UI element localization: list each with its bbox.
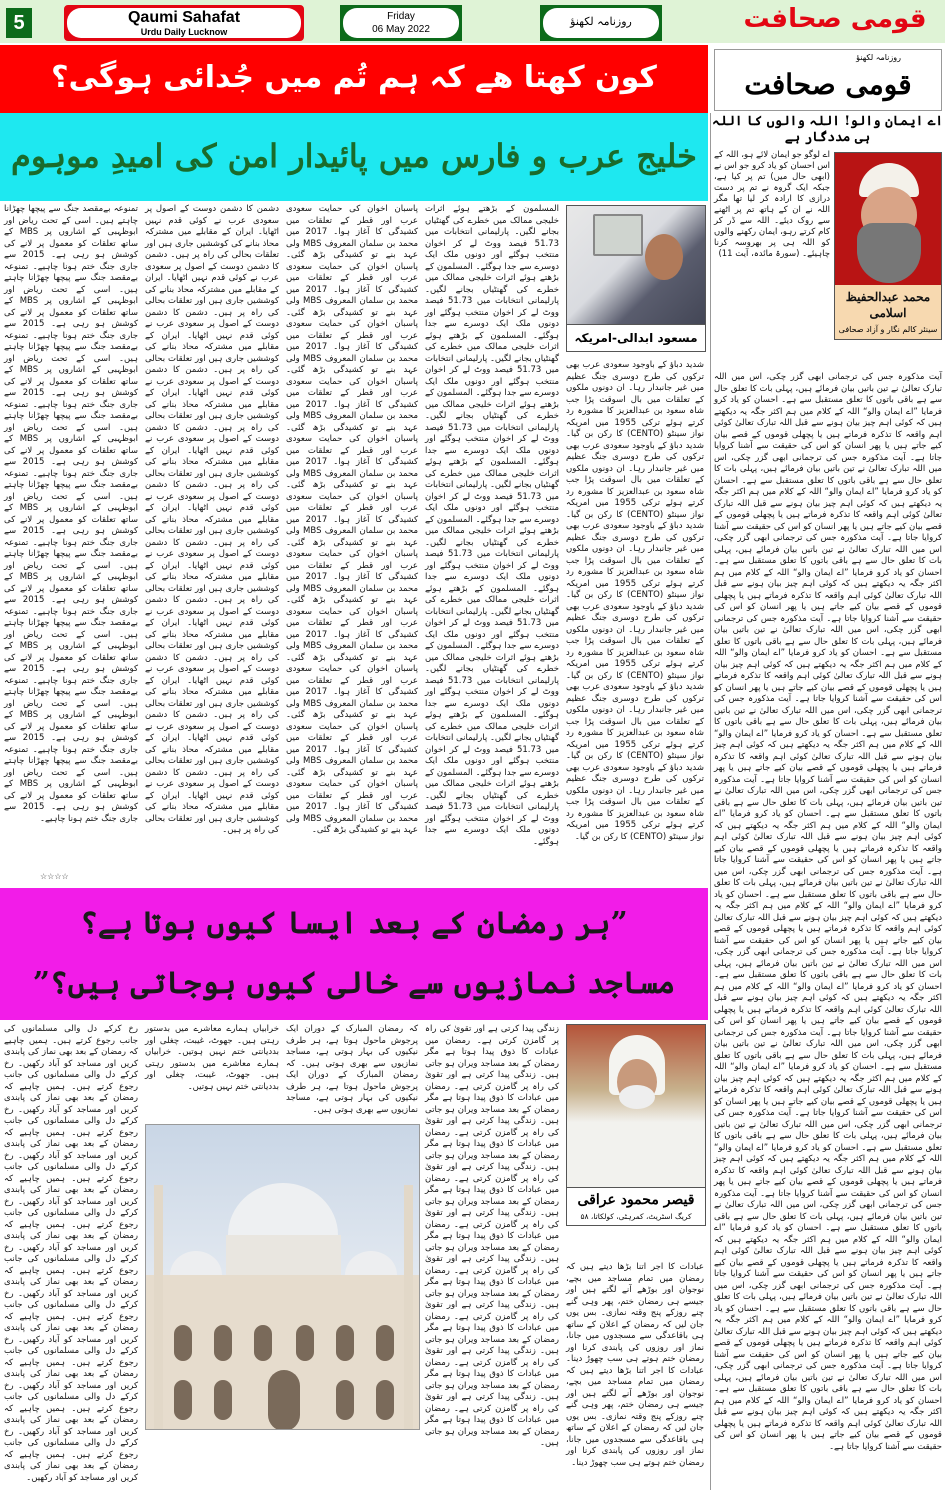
city-box — [540, 5, 662, 41]
author-address: کریگ اسٹریٹ، کمرہٹی، کولکاتا، ۵۸ — [580, 1212, 692, 1221]
date: 06 May 2022 — [372, 24, 430, 35]
article-column: رخ کرکے دل والی مسلمانوں کی جانب رجوع کرتے ہیں۔ ہمیں چاہیے کہ رمضان کے بعد بھی نماز کی پابندی کریں اور مساجد کو آباد رکھیں۔ رخ کرکے دل والی مسلمانوں کی جانب رجوع کرتے ہیں۔ ہمیں چاہیے کہ رمضان کے بعد بھی نماز کی پابندی کریں اور مساجد کو آباد رکھیں۔ رخ کرکے دل والی مسلمانوں کی جانب رجوع کرتے ہیں۔ ہمیں چاہیے کہ رمضان کے بعد بھی نماز کی پابندی کریں اور مساجد کو آباد رکھیں۔ رخ کرکے دل والی مسلمانوں کی جانب رجوع کرتے ہیں۔ ہمیں چاہیے کہ رمضان کے بعد بھی نماز کی پابندی کریں اور مساجد کو آباد رکھیں۔ رخ کرکے دل والی مسلمانوں کی جانب رجوع کرتے ہیں۔ ہمیں چاہیے کہ رمضان کے بعد بھی نماز کی پابندی کریں اور مساجد کو آباد رکھیں۔ رخ کرکے دل والی مسلمانوں کی جانب رجوع کرتے ہیں۔ ہمیں چاہیے کہ رمضان کے بعد بھی نماز کی پابندی کریں اور مساجد کو آباد رکھیں۔ رخ کرکے دل والی مسلمانوں کی جانب رجوع کرتے ہیں۔ ہمیں چاہیے کہ رمضان کے بعد بھی نماز کی پابندی کریں اور مساجد کو آباد رکھیں۔ رخ کرکے دل والی مسلمانوں کی جانب رجوع کرتے ہیں۔ ہمیں چاہیے کہ رمضان کے بعد بھی نماز کی پابندی کریں اور مساجد کو آباد رکھیں۔ رخ کرکے دل والی مسلمانوں کی جانب رجوع کرتے ہیں۔ ہمیں چاہیے کہ رمضان کے بعد بھی نماز کی پابندی کریں اور مساجد کو آباد رکھیں۔ رخ کرکے دل والی مسلمانوں کی جانب رجوع کرتے ہیں۔ ہمیں چاہیے کہ رمضان کے بعد بھی نماز کی پابندی کریں اور مساجد کو آباد رکھیں۔ — [4, 1024, 138, 1483]
article-column: زندگی پیدا کرتی ہے اور تقویٰ کی راہ پر گامزن کرتی ہے۔ رمضان میں عبادات کا ذوق پیدا ہوتا ہے مگر رمضان کے بعد مساجد ویران ہو جاتی ہیں۔ زندگی پیدا کرتی ہے اور تقویٰ کی راہ پر گامزن کرتی ہے۔ رمضان میں عبادات کا ذوق پیدا ہوتا ہے مگر رمضان کے بعد مساجد ویران ہو جاتی ہیں۔ زندگی پیدا کرتی ہے اور تقویٰ کی راہ پر گامزن کرتی ہے۔ رمضان میں عبادات کا ذوق پیدا ہوتا ہے مگر رمضان کے بعد مساجد ویران ہو جاتی ہیں۔ زندگی پیدا کرتی ہے اور تقویٰ کی راہ پر گامزن کرتی ہے۔ رمضان میں عبادات کا ذوق پیدا ہوتا ہے مگر رمضان کے بعد مساجد ویران ہو جاتی ہیں۔ زندگی پیدا کرتی ہے اور تقویٰ کی راہ پر گامزن کرتی ہے۔ رمضان میں عبادات کا ذوق پیدا ہوتا ہے مگر رمضان کے بعد مساجد ویران ہو جاتی ہیں۔ زندگی پیدا کرتی ہے اور تقویٰ کی راہ پر گامزن کرتی ہے۔ رمضان میں عبادات کا ذوق پیدا ہوتا ہے مگر رمضان کے بعد مساجد ویران ہو جاتی ہیں۔ زندگی پیدا کرتی ہے اور تقویٰ کی راہ پر گامزن کرتی ہے۔ رمضان میں عبادات کا ذوق پیدا ہوتا ہے مگر رمضان کے بعد مساجد ویران ہو جاتی ہیں۔ زندگی پیدا کرتی ہے اور تقویٰ کی راہ پر گامزن کرتی ہے۔ رمضان میں عبادات کا ذوق پیدا ہوتا ہے مگر رمضان کے بعد مساجد ویران ہو جاتی ہیں۔ زندگی پیدا کرتی ہے اور تقویٰ کی راہ پر گامزن کرتی ہے۔ رمضان میں عبادات کا ذوق پیدا ہوتا ہے مگر رمضان کے بعد مساجد ویران ہو جاتی ہیں۔ — [425, 1024, 559, 1448]
article-column: تمنوعہ بےمقصد جنگ سے پیچھا چھڑانا چاہتے ہیں۔ اسی کے تحت ریاض اور ابوظہبی کے اشاروں پر MBS کے ساتھ تعلقات کو معمول پر لانے کی کوشش ہو رہی ہے۔ 2015 سے جاری جنگ ختم ہونا چاہیے۔ تمنوعہ بےمقصد جنگ سے پیچھا چھڑانا چاہتے ہیں۔ اسی کے تحت ریاض اور ابوظہبی کے اشاروں پر MBS کے ساتھ تعلقات کو معمول پر لانے کی کوشش ہو رہی ہے۔ 2015 سے جاری جنگ ختم ہونا چاہیے۔ تمنوعہ بےمقصد جنگ سے پیچھا چھڑانا چاہتے ہیں۔ اسی کے تحت ریاض اور ابوظہبی کے اشاروں پر MBS کے ساتھ تعلقات کو معمول پر لانے کی کوشش ہو رہی ہے۔ 2015 سے جاری جنگ ختم ہونا چاہیے۔ تمنوعہ بےمقصد جنگ سے پیچھا چھڑانا چاہتے ہیں۔ اسی کے تحت ریاض اور ابوظہبی کے اشاروں پر MBS کے ساتھ تعلقات کو معمول پر لانے کی کوشش ہو رہی ہے۔ 2015 سے جاری جنگ ختم ہونا چاہیے۔ تمنوعہ بےمقصد جنگ سے پیچھا چھڑانا چاہتے ہیں۔ اسی کے تحت ریاض اور ابوظہبی کے اشاروں پر MBS کے ساتھ تعلقات کو معمول پر لانے کی کوشش ہو رہی ہے۔ 2015 سے جاری جنگ ختم ہونا چاہیے۔ تمنوعہ بےمقصد جنگ سے پیچھا چھڑانا چاہتے ہیں۔ اسی کے تحت ریاض اور ابوظہبی کے اشاروں پر MBS کے ساتھ تعلقات کو معمول پر لانے کی کوشش ہو رہی ہے۔ 2015 سے جاری جنگ ختم ہونا چاہیے۔ تمنوعہ بےمقصد جنگ سے پیچھا چھڑانا چاہتے ہیں۔ اسی کے تحت ریاض اور ابوظہبی کے اشاروں پر MBS کے ساتھ تعلقات کو معمول پر لانے کی کوشش ہو رہی ہے۔ 2015 سے جاری جنگ ختم ہونا چاہیے۔ تمنوعہ بےمقصد جنگ سے پیچھا چھڑانا چاہتے ہیں۔ اسی کے تحت ریاض اور ابوظہبی کے اشاروں پر MBS کے ساتھ تعلقات کو معمول پر لانے کی کوشش ہو رہی ہے۔ 2015 سے جاری جنگ ختم ہونا چاہیے۔ تمنوعہ بےمقصد جنگ سے پیچھا چھڑانا چاہتے ہیں۔ اسی کے تحت ریاض اور ابوظہبی کے اشاروں پر MBS کے ساتھ تعلقات کو معمول پر لانے کی کوشش ہو رہی ہے۔ 2015 سے جاری جنگ ختم ہونا چاہیے۔ — [4, 204, 138, 824]
article-column: عبادات کا اجر اتنا بڑھا دیتے ہیں کہ رمضان میں تمام مساجد میں بچے، نوجوان اور بوڑھے آنے لگتے ہیں اور جیسے ہی رمضان ختم، پھر وہی گنے چنے روزکے پنج وقتہ نمازی۔ بس یوں جان لیں کہ رمضان کے اعلان کے ساتھ ہی باقاعدگی سے مسجدوں میں جانا، نماز اور روزوں کی پابندی کرنا اور رمضان ختم ہوتے ہی سب چھوڑ دینا۔ عبادات کا اجر اتنا بڑھا دیتے ہیں کہ رمضان میں تمام مساجد میں بچے، نوجوان اور بوڑھے آنے لگتے ہیں اور جیسے ہی رمضان ختم، پھر وہی گنے چنے روزکے پنج وقتہ نمازی۔ بس یوں جان لیں کہ رمضان کے اعلان کے ساتھ ہی باقاعدگی سے مسجدوں میں جانا، نماز اور روزوں کی پابندی کرنا اور رمضان ختم ہوتے ہی سب چھوڑ دینا۔ — [566, 1262, 704, 1468]
author-photo-hafeez-islami — [834, 152, 942, 340]
article-column: شدید دباؤ کے باوجود سعودی عرب بھی ترکوں کی طرح دوسری جنگ عظیم میں غیر جانبدار رہا۔ ان دونوں ملکوں کے تعلقات میں بال اسوقت پڑا جب شاہ سعود بن عبدالعزیز کا مشورہ رد کرتے ہوئے ترکی 1955 میں امریکہ نواز سینٹو (CENTO) کا رکن بن گیا۔ شدید دباؤ کے باوجود سعودی عرب بھی ترکوں کی طرح دوسری جنگ عظیم میں غیر جانبدار رہا۔ ان دونوں ملکوں کے تعلقات میں بال اسوقت پڑا جب شاہ سعود بن عبدالعزیز کا مشورہ رد کرتے ہوئے ترکی 1955 میں امریکہ نواز سینٹو (CENTO) کا رکن بن گیا۔ شدید دباؤ کے باوجود سعودی عرب بھی ترکوں کی طرح دوسری جنگ عظیم میں غیر جانبدار رہا۔ ان دونوں ملکوں کے تعلقات میں بال اسوقت پڑا جب شاہ سعود بن عبدالعزیز کا مشورہ رد کرتے ہوئے ترکی 1955 میں امریکہ نواز سینٹو (CENTO) کا رکن بن گیا۔ شدید دباؤ کے باوجود سعودی عرب بھی ترکوں کی طرح دوسری جنگ عظیم میں غیر جانبدار رہا۔ ان دونوں ملکوں کے تعلقات میں بال اسوقت پڑا جب شاہ سعود بن عبدالعزیز کا مشورہ رد کرتے ہوئے ترکی 1955 میں امریکہ نواز سینٹو (CENTO) کا رکن بن گیا۔ شدید دباؤ کے باوجود سعودی عرب بھی ترکوں کی طرح دوسری جنگ عظیم میں غیر جانبدار رہا۔ ان دونوں ملکوں کے تعلقات میں بال اسوقت پڑا جب شاہ سعود بن عبدالعزیز کا مشورہ رد کرتے ہوئے ترکی 1955 میں امریکہ نواز سینٹو (CENTO) کا رکن بن گیا۔ شدید دباؤ کے باوجود سعودی عرب بھی ترکوں کی طرح دوسری جنگ عظیم میں غیر جانبدار رہا۔ ان دونوں ملکوں کے تعلقات میں بال اسوقت پڑا جب شاہ سعود بن عبدالعزیز کا مشورہ رد کرتے ہوئے ترکی 1955 میں امریکہ نواز سینٹو (CENTO) کا رکن بن گیا۔ — [566, 360, 705, 842]
english-title: Qaumi Sahafat — [127, 9, 241, 26]
magenta-headline-line1: ”ہر رمضان کے بعد ایسا کیوں ہوتا ہے؟ — [80, 906, 628, 941]
masthead-small: روزنامہ لکھنؤ — [856, 53, 901, 62]
author-name: محمد عبدالحفیظ اسلامی — [845, 290, 931, 320]
article-column: دشمن کا دشمن دوست کے اصول پر سعودی عرب نے کوئی قدم نہیں اٹھایا۔ ایران کے مقابلے میں مشترکہ محاذ بنانے کی کوششیں جاری ہیں اور تعلقات بحالی کی راہ پر ہیں۔ دشمن کا دشمن دوست کے اصول پر سعودی عرب نے کوئی قدم نہیں اٹھایا۔ ایران کے مقابلے میں مشترکہ محاذ بنانے کی کوششیں جاری ہیں اور تعلقات بحالی کی راہ پر ہیں۔ دشمن کا دشمن دوست کے اصول پر سعودی عرب نے کوئی قدم نہیں اٹھایا۔ ایران کے مقابلے میں مشترکہ محاذ بنانے کی کوششیں جاری ہیں اور تعلقات بحالی کی راہ پر ہیں۔ دشمن کا دشمن دوست کے اصول پر سعودی عرب نے کوئی قدم نہیں اٹھایا۔ ایران کے مقابلے میں مشترکہ محاذ بنانے کی کوششیں جاری ہیں اور تعلقات بحالی کی راہ پر ہیں۔ دشمن کا دشمن دوست کے اصول پر سعودی عرب نے کوئی قدم نہیں اٹھایا۔ ایران کے مقابلے میں مشترکہ محاذ بنانے کی کوششیں جاری ہیں اور تعلقات بحالی کی راہ پر ہیں۔ دشمن کا دشمن دوست کے اصول پر سعودی عرب نے کوئی قدم نہیں اٹھایا۔ ایران کے مقابلے میں مشترکہ محاذ بنانے کی کوششیں جاری ہیں اور تعلقات بحالی کی راہ پر ہیں۔ دشمن کا دشمن دوست کے اصول پر سعودی عرب نے کوئی قدم نہیں اٹھایا۔ ایران کے مقابلے میں مشترکہ محاذ بنانے کی کوششیں جاری ہیں اور تعلقات بحالی کی راہ پر ہیں۔ دشمن کا دشمن دوست کے اصول پر سعودی عرب نے کوئی قدم نہیں اٹھایا۔ ایران کے مقابلے میں مشترکہ محاذ بنانے کی کوششیں جاری ہیں اور تعلقات بحالی کی راہ پر ہیں۔ دشمن کا دشمن دوست کے اصول پر سعودی عرب نے کوئی قدم نہیں اٹھایا۔ ایران کے مقابلے میں مشترکہ محاذ بنانے کی کوششیں جاری ہیں اور تعلقات بحالی کی راہ پر ہیں۔ دشمن کا دشمن دوست کے اصول پر سعودی عرب نے کوئی قدم نہیں اٹھایا۔ ایران کے مقابلے میں مشترکہ محاذ بنانے کی کوششیں جاری ہیں اور تعلقات بحالی کی راہ پر ہیں۔ دشمن کا دشمن دوست کے اصول پر سعودی عرب نے کوئی قدم نہیں اٹھایا۔ ایران کے مقابلے میں مشترکہ محاذ بنانے کی کوششیں جاری ہیں اور تعلقات بحالی کی راہ پر ہیں۔ — [145, 204, 279, 835]
mosque-illustration — [146, 1125, 420, 1430]
english-title-box — [64, 5, 304, 41]
right-article-headline: اے ایمان والو! اللہ والوں کا اللہ ہی مددگار ہے — [712, 114, 943, 145]
author-photo-image — [567, 206, 705, 324]
photo-caption: مسعود ابدالی-امریکہ — [567, 324, 705, 351]
cyan-headline-banner: خلیج عرب و فارس میں پائیدار امن کی امیدِ موہوم — [0, 113, 708, 201]
date-box — [340, 5, 462, 41]
magenta-headline-line2: مساجد نمازیوں سے خالی کیوں ہوجاتی ہیں؟” — [32, 966, 676, 1001]
city-label: روزنامہ لکھنؤ — [543, 8, 659, 38]
author-role: سینئر کالم نگار و آزاد صحافی — [838, 325, 938, 334]
page-number: 5 — [6, 8, 32, 38]
day: Friday — [387, 11, 415, 22]
magenta-headline-banner — [0, 888, 708, 1020]
author-photo-qaiser-iraqi — [566, 1024, 706, 1226]
right-article-intro: اے لوگو جو ایمان لائے ہو، اللہ کے اس احسان کو یاد کرو جو اس نے (ابھی حال میں) تم پر کیا ہے، جبکہ ایک گروہ نے تم پر دست درازی کا ارادہ کر لیا تھا مگر اللہ نے ان کے ہاتھ تم پر اٹھنے سے روک دیئے۔ اللہ سے ڈر کر کام کرتے رہو، ایمان رکھنے والوں کو اللہ ہی پر بھروسہ کرنا چاہیئے۔ (سورۃ مائدہ، آیت 11) — [714, 150, 830, 259]
author-photo-image — [567, 1025, 705, 1187]
author-photo-image — [835, 153, 941, 285]
article-column: خرابیاں ہمارے معاشرے میں بدستور رہتی ہیں۔ جھوٹ، غیبت، چغلی اور بددیانتی ختم نہیں ہوتیں۔ خرابیاں ہمارے معاشرے میں بدستور رہتی ہیں۔ جھوٹ، غیبت، چغلی اور بددیانتی ختم نہیں ہوتیں۔ — [145, 1024, 279, 1092]
article-column: کہ رمضان المبارک کے دوران ایک پرجوش ماحول ہوتا ہے، ہر طرف نیکیوں کی بہار ہوتی ہے، مساجد نمازیوں سے بھری ہوتی ہیں۔ کہ رمضان المبارک کے دوران ایک پرجوش ماحول ہوتا ہے، ہر طرف نیکیوں کی بہار ہوتی ہے، مساجد نمازیوں سے بھری ہوتی ہیں۔ — [286, 1024, 418, 1115]
right-article-body: آیت مذکورہ جس کی ترجمانی ابھی گزر چکی، اس میں اللہ تبارک تعالیٰ نے تین باتیں بیان فرمائے ہیں، پہلی بات کا تعلق حال سے ہے باقی باتوں کا تعلق مستقبل سے ہے۔ احسان کو یاد کرو فرمایا ”اے ایمان والو“ اللہ کے کلام میں ہم اکثر جگہ یہ دیکھتے ہیں کہ کوئی اہم چیز بیان ہونے سے قبل اللہ تبارک تعالیٰ کوئی اہم واقعہ کا تذکرہ فرماتے ہیں یا پچھلی قوموں کے قصے بیان کیے جاتے ہیں یا پھر انسان کو اس کی حقیقت سے آشنا کروایا جاتا ہے۔ آیت مذکورہ جس کی ترجمانی ابھی گزر چکی، اس میں اللہ تبارک تعالیٰ نے تین باتیں بیان فرمائے ہیں، پہلی بات کا تعلق حال سے ہے باقی باتوں کا تعلق مستقبل سے ہے۔ احسان کو یاد کرو فرمایا ”اے ایمان والو“ اللہ کے کلام میں ہم اکثر جگہ یہ دیکھتے ہیں کہ کوئی اہم چیز بیان ہونے سے قبل اللہ تبارک تعالیٰ کوئی اہم واقعہ کا تذکرہ فرماتے ہیں یا پچھلی قوموں کے قصے بیان کیے جاتے ہیں یا پھر انسان کو اس کی حقیقت سے آشنا کروایا جاتا ہے۔ آیت مذکورہ جس کی ترجمانی ابھی گزر چکی، اس میں اللہ تبارک تعالیٰ نے تین باتیں بیان فرمائے ہیں، پہلی بات کا تعلق حال سے ہے باقی باتوں کا تعلق مستقبل سے ہے۔ احسان کو یاد کرو فرمایا ”اے ایمان والو“ اللہ کے کلام میں ہم اکثر جگہ یہ دیکھتے ہیں کہ کوئی اہم چیز بیان ہونے سے قبل اللہ تبارک تعالیٰ کوئی اہم واقعہ کا تذکرہ فرماتے ہیں یا پچھلی قوموں کے قصے بیان کیے جاتے ہیں یا پھر انسان کو اس کی حقیقت سے آشنا کروایا جاتا ہے۔ آیت مذکورہ جس کی ترجمانی ابھی گزر چکی، اس میں اللہ تبارک تعالیٰ نے تین باتیں بیان فرمائے ہیں، پہلی بات کا تعلق حال سے ہے باقی باتوں کا تعلق مستقبل سے ہے۔ احسان کو یاد کرو فرمایا ”اے ایمان والو“ اللہ کے کلام میں ہم اکثر جگہ یہ دیکھتے ہیں کہ کوئی اہم چیز بیان ہونے سے قبل اللہ تبارک تعالیٰ کوئی اہم واقعہ کا تذکرہ فرماتے ہیں یا پچھلی قوموں کے قصے بیان کیے جاتے ہیں یا پھر انسان کو اس کی حقیقت سے آشنا کروایا جاتا ہے۔ آیت مذکورہ جس کی ترجمانی ابھی گزر چکی، اس میں اللہ تبارک تعالیٰ نے تین باتیں بیان فرمائے ہیں، پہلی بات کا تعلق حال سے ہے باقی باتوں کا تعلق مستقبل سے ہے۔ احسان کو یاد کرو فرمایا ”اے ایمان والو“ اللہ کے کلام میں ہم اکثر جگہ یہ دیکھتے ہیں کہ کوئی اہم چیز بیان ہونے سے قبل اللہ تبارک تعالیٰ کوئی اہم واقعہ کا تذکرہ فرماتے ہیں یا پچھلی قوموں کے قصے بیان کیے جاتے ہیں یا پھر انسان کو اس کی حقیقت سے آشنا کروایا جاتا ہے۔ آیت مذکورہ جس کی ترجمانی ابھی گزر چکی، اس میں اللہ تبارک تعالیٰ نے تین باتیں بیان فرمائے ہیں، پہلی بات کا تعلق حال سے ہے باقی باتوں کا تعلق مستقبل سے ہے۔ احسان کو یاد کرو فرمایا ”اے ایمان والو“ اللہ کے کلام میں ہم اکثر جگہ یہ دیکھتے ہیں کہ کوئی اہم چیز بیان ہونے سے قبل اللہ تبارک تعالیٰ کوئی اہم واقعہ کا تذکرہ فرماتے ہیں یا پچھلی قوموں کے قصے بیان کیے جاتے ہیں یا پھر انسان کو اس کی حقیقت سے آشنا کروایا جاتا ہے۔ آیت مذکورہ جس کی ترجمانی ابھی گزر چکی، اس میں اللہ تبارک تعالیٰ نے تین باتیں بیان فرمائے ہیں، پہلی بات کا تعلق حال سے ہے باقی باتوں کا تعلق مستقبل سے ہے۔ احسان کو یاد کرو فرمایا ”اے ایمان والو“ اللہ کے کلام میں ہم اکثر جگہ یہ دیکھتے ہیں کہ کوئی اہم چیز بیان ہونے سے قبل اللہ تبارک تعالیٰ کوئی اہم واقعہ کا تذکرہ فرماتے ہیں یا پچھلی قوموں کے قصے بیان کیے جاتے ہیں یا پھر انسان کو اس کی حقیقت سے آشنا کروایا جاتا ہے۔ آیت مذکورہ جس کی ترجمانی ابھی گزر چکی، اس میں اللہ تبارک تعالیٰ نے تین باتیں بیان فرمائے ہیں، پہلی بات کا تعلق حال سے ہے باقی باتوں کا تعلق مستقبل سے ہے۔ احسان کو یاد کرو فرمایا ”اے ایمان والو“ اللہ کے کلام میں ہم اکثر جگہ یہ دیکھتے ہیں کہ کوئی اہم چیز بیان ہونے سے قبل اللہ تبارک تعالیٰ کوئی اہم واقعہ کا تذکرہ فرماتے ہیں یا پچھلی قوموں کے قصے بیان کیے جاتے ہیں یا پھر انسان کو اس کی حقیقت سے آشنا کروایا جاتا ہے۔ آیت مذکورہ جس کی ترجمانی ابھی گزر چکی، اس میں اللہ تبارک تعالیٰ نے تین باتیں بیان فرمائے ہیں، پہلی بات کا تعلق حال سے ہے باقی باتوں کا تعلق مستقبل سے ہے۔ احسان کو یاد کرو فرمایا ”اے ایمان والو“ اللہ کے کلام میں ہم اکثر جگہ یہ دیکھتے ہیں کہ کوئی اہم چیز بیان ہونے سے قبل اللہ تبارک تعالیٰ کوئی اہم واقعہ کا تذکرہ فرماتے ہیں یا پچھلی قوموں کے قصے بیان کیے جاتے ہیں یا پھر انسان کو اس کی حقیقت سے آشنا کروایا جاتا ہے۔ آیت مذکورہ جس کی ترجمانی ابھی گزر چکی، اس میں اللہ تبارک تعالیٰ نے تین باتیں بیان فرمائے ہیں، پہلی بات کا تعلق حال سے ہے باقی باتوں کا تعلق مستقبل سے ہے۔ احسان کو یاد کرو فرمایا ”اے ایمان والو“ اللہ کے کلام میں ہم اکثر جگہ یہ دیکھتے ہیں کہ کوئی اہم چیز بیان ہونے سے قبل اللہ تبارک تعالیٰ کوئی اہم واقعہ کا تذکرہ فرماتے ہیں یا پچھلی قوموں کے قصے بیان کیے جاتے ہیں یا پھر انسان کو اس کی حقیقت سے آشنا کروایا جاتا ہے۔ آیت مذکورہ جس کی ترجمانی ابھی گزر چکی، اس میں اللہ تبارک تعالیٰ نے تین باتیں بیان فرمائے ہیں، پہلی بات کا تعلق حال سے ہے باقی باتوں کا تعلق مستقبل سے ہے۔ احسان کو یاد کرو فرمایا ”اے ایمان والو“ اللہ کے کلام میں ہم اکثر جگہ یہ دیکھتے ہیں کہ کوئی اہم چیز بیان ہونے سے قبل اللہ تبارک تعالیٰ کوئی اہم واقعہ کا تذکرہ فرماتے ہیں یا پچھلی قوموں کے قصے بیان کیے جاتے ہیں یا پھر انسان کو اس کی حقیقت سے آشنا کروایا جاتا ہے۔ آیت مذکورہ جس کی ترجمانی ابھی گزر چکی، اس میں اللہ تبارک تعالیٰ نے تین باتیں بیان فرمائے ہیں، پہلی بات کا تعلق حال سے ہے باقی باتوں کا تعلق مستقبل سے ہے۔ احسان کو یاد کرو فرمایا ”اے ایمان والو“ اللہ کے کلام میں ہم اکثر جگہ یہ دیکھتے ہیں کہ کوئی اہم چیز بیان ہونے سے قبل اللہ تبارک تعالیٰ کوئی اہم واقعہ کا تذکرہ فرماتے ہیں یا پچھلی قوموں کے قصے بیان کیے جاتے ہیں یا پھر انسان کو اس کی حقیقت سے آشنا کروایا جاتا ہے۔ آیت مذکورہ جس کی ترجمانی ابھی گزر چکی، اس میں اللہ تبارک تعالیٰ نے تین باتیں بیان فرمائے ہیں، پہلی بات کا تعلق حال سے ہے باقی باتوں کا تعلق مستقبل سے ہے۔ احسان کو یاد کرو فرمایا ”اے ایمان والو“ اللہ کے کلام میں ہم اکثر جگہ یہ دیکھتے ہیں کہ کوئی اہم چیز بیان ہونے سے قبل اللہ تبارک تعالیٰ کوئی اہم واقعہ کا تذکرہ فرماتے ہیں یا پچھلی قوموں کے قصے بیان کیے جاتے ہیں یا پھر انسان کو اس کی حقیقت سے آشنا کروایا جاتا ہے۔ — [714, 372, 942, 1452]
mosque-photo — [145, 1124, 420, 1430]
end-stars: ☆☆☆☆ — [40, 872, 69, 881]
masthead — [714, 49, 942, 111]
author-photo-masood-abdali — [566, 205, 706, 352]
masthead-title: قومی صحافت — [744, 68, 912, 101]
article-column: پاسبان اخوان کی حمایت سعودی عرب اور قطر کے تعلقات میں کشیدگی کا آغاز ہوا۔ 2017 میں محمد بن سلمان المعروف MBS ولی عہد بنے تو کشیدگی بڑھ گئی۔ پاسبان اخوان کی حمایت سعودی عرب اور قطر کے تعلقات میں کشیدگی کا آغاز ہوا۔ 2017 میں محمد بن سلمان المعروف MBS ولی عہد بنے تو کشیدگی بڑھ گئی۔ پاسبان اخوان کی حمایت سعودی عرب اور قطر کے تعلقات میں کشیدگی کا آغاز ہوا۔ 2017 میں محمد بن سلمان المعروف MBS ولی عہد بنے تو کشیدگی بڑھ گئی۔ پاسبان اخوان کی حمایت سعودی عرب اور قطر کے تعلقات میں کشیدگی کا آغاز ہوا۔ 2017 میں محمد بن سلمان المعروف MBS ولی عہد بنے تو کشیدگی بڑھ گئی۔ پاسبان اخوان کی حمایت سعودی عرب اور قطر کے تعلقات میں کشیدگی کا آغاز ہوا۔ 2017 میں محمد بن سلمان المعروف MBS ولی عہد بنے تو کشیدگی بڑھ گئی۔ پاسبان اخوان کی حمایت سعودی عرب اور قطر کے تعلقات میں کشیدگی کا آغاز ہوا۔ 2017 میں محمد بن سلمان المعروف MBS ولی عہد بنے تو کشیدگی بڑھ گئی۔ پاسبان اخوان کی حمایت سعودی عرب اور قطر کے تعلقات میں کشیدگی کا آغاز ہوا۔ 2017 میں محمد بن سلمان المعروف MBS ولی عہد بنے تو کشیدگی بڑھ گئی۔ پاسبان اخوان کی حمایت سعودی عرب اور قطر کے تعلقات میں کشیدگی کا آغاز ہوا۔ 2017 میں محمد بن سلمان المعروف MBS ولی عہد بنے تو کشیدگی بڑھ گئی۔ پاسبان اخوان کی حمایت سعودی عرب اور قطر کے تعلقات میں کشیدگی کا آغاز ہوا۔ 2017 میں محمد بن سلمان المعروف MBS ولی عہد بنے تو کشیدگی بڑھ گئی۔ پاسبان اخوان کی حمایت سعودی عرب اور قطر کے تعلقات میں کشیدگی کا آغاز ہوا۔ 2017 میں محمد بن سلمان المعروف MBS ولی عہد بنے تو کشیدگی بڑھ گئی۔ پاسبان اخوان کی حمایت سعودی عرب اور قطر کے تعلقات میں کشیدگی کا آغاز ہوا۔ 2017 میں محمد بن سلمان المعروف MBS ولی عہد بنے تو کشیدگی بڑھ گئی۔ — [286, 204, 418, 835]
urdu-logo: قومی صحافت — [743, 4, 927, 34]
red-headline-banner: کون کھتا ھے کہ ہم تُم میں جُدائی ہوگی؟ — [0, 45, 708, 113]
author-name: قیصر محمود عراقی — [577, 1192, 695, 1208]
english-subtitle: Urdu Daily Lucknow — [140, 27, 228, 37]
article-column: المسلمون کے بڑھتے ہوئے اثرات خلیجی ممالک میں خطرے کی گھنٹیاں بجانے لگیں۔ پارلیمانی انتخابات میں 51.73 فیصد ووٹ لے کر اخوان منتخب ہوگئے اور دونوں ملک ایک دوسرے سے جدا ہوگئے۔ المسلمون کے بڑھتے ہوئے اثرات خلیجی ممالک میں خطرے کی گھنٹیاں بجانے لگیں۔ پارلیمانی انتخابات میں 51.73 فیصد ووٹ لے کر اخوان منتخب ہوگئے اور دونوں ملک ایک دوسرے سے جدا ہوگئے۔ المسلمون کے بڑھتے ہوئے اثرات خلیجی ممالک میں خطرے کی گھنٹیاں بجانے لگیں۔ پارلیمانی انتخابات میں 51.73 فیصد ووٹ لے کر اخوان منتخب ہوگئے اور دونوں ملک ایک دوسرے سے جدا ہوگئے۔ المسلمون کے بڑھتے ہوئے اثرات خلیجی ممالک میں خطرے کی گھنٹیاں بجانے لگیں۔ پارلیمانی انتخابات میں 51.73 فیصد ووٹ لے کر اخوان منتخب ہوگئے اور دونوں ملک ایک دوسرے سے جدا ہوگئے۔ المسلمون کے بڑھتے ہوئے اثرات خلیجی ممالک میں خطرے کی گھنٹیاں بجانے لگیں۔ پارلیمانی انتخابات میں 51.73 فیصد ووٹ لے کر اخوان منتخب ہوگئے اور دونوں ملک ایک دوسرے سے جدا ہوگئے۔ المسلمون کے بڑھتے ہوئے اثرات خلیجی ممالک میں خطرے کی گھنٹیاں بجانے لگیں۔ پارلیمانی انتخابات میں 51.73 فیصد ووٹ لے کر اخوان منتخب ہوگئے اور دونوں ملک ایک دوسرے سے جدا ہوگئے۔ المسلمون کے بڑھتے ہوئے اثرات خلیجی ممالک میں خطرے کی گھنٹیاں بجانے لگیں۔ پارلیمانی انتخابات میں 51.73 فیصد ووٹ لے کر اخوان منتخب ہوگئے اور دونوں ملک ایک دوسرے سے جدا ہوگئے۔ المسلمون کے بڑھتے ہوئے اثرات خلیجی ممالک میں خطرے کی گھنٹیاں بجانے لگیں۔ پارلیمانی انتخابات میں 51.73 فیصد ووٹ لے کر اخوان منتخب ہوگئے اور دونوں ملک ایک دوسرے سے جدا ہوگئے۔ المسلمون کے بڑھتے ہوئے اثرات خلیجی ممالک میں خطرے کی گھنٹیاں بجانے لگیں۔ پارلیمانی انتخابات میں 51.73 فیصد ووٹ لے کر اخوان منتخب ہوگئے اور دونوں ملک ایک دوسرے سے جدا ہوگئے۔ المسلمون کے بڑھتے ہوئے اثرات خلیجی ممالک میں خطرے کی گھنٹیاں بجانے لگیں۔ پارلیمانی انتخابات میں 51.73 فیصد ووٹ لے کر اخوان منتخب ہوگئے اور دونوں ملک ایک دوسرے سے جدا ہوگئے۔ — [425, 204, 559, 847]
